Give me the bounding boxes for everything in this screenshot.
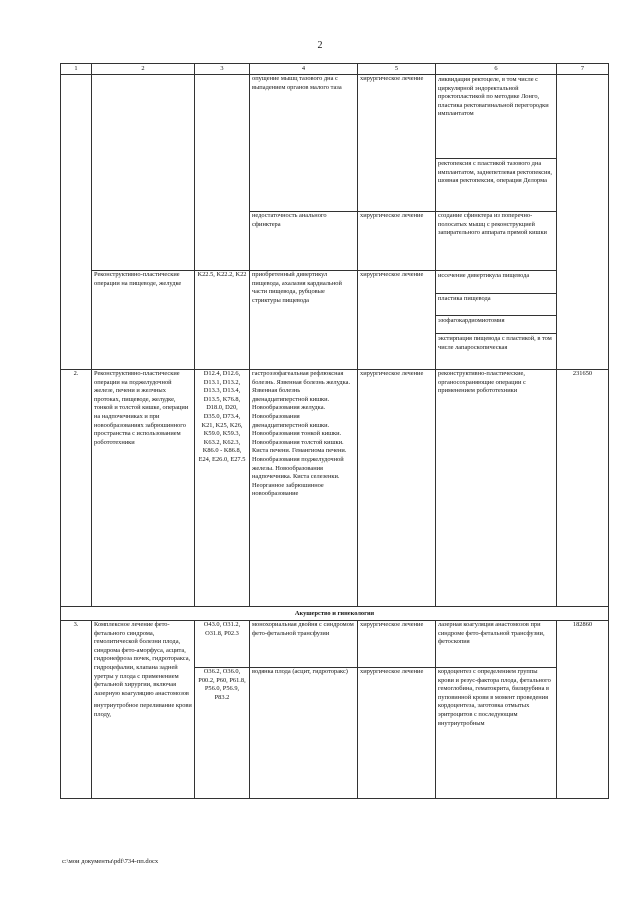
cell-method: создание сфинктера из поперечно-полосатых мышц с реконструкцией запирательного аппарата прямой кишки — [436, 212, 557, 271]
cell-cost: 182860 — [557, 621, 609, 799]
cell-diagnosis: монохориальная двойня с синдромом фето-фетальной трансфузии — [250, 621, 358, 668]
cell-diagnosis: недостаточность анального сфинктера — [250, 212, 358, 271]
col-header: 2 — [92, 64, 195, 75]
cell-method — [436, 75, 557, 212]
name-part: внутриутробное переливание крови плоду, — [94, 702, 192, 718]
col-header: 4 — [250, 64, 358, 75]
col-header: 6 — [436, 64, 557, 75]
col-header: 7 — [557, 64, 609, 75]
cell-num — [61, 75, 92, 370]
cell-treatment: хирургическое лечение — [358, 271, 436, 370]
name-part: Комплексное лечение фето-фетального синдрома, гемолитической болезни плода, синдрома фето-аморфуса, асцита, гидронефроза почек, гидроторакса, гидроцефалии, клапана задней уретры у плода с применением фетальной хирургии, включая лазерную коагуляцию анастомозов — [94, 621, 191, 697]
method-item: пластика пищевода — [436, 294, 556, 316]
method-item: иссечение дивертикула пищевода — [436, 271, 556, 294]
table-row — [61, 271, 609, 370]
table-row — [61, 370, 609, 607]
table-row — [61, 75, 609, 212]
cell-name — [92, 75, 195, 271]
col-header: 1 — [61, 64, 92, 75]
page-number: 2 — [317, 40, 323, 51]
cell-treatment: хирургическое лечение — [358, 75, 436, 212]
section-title: Акушерство и гинекология — [61, 607, 609, 621]
col-header: 3 — [195, 64, 250, 75]
cell-diagnosis: приобретенный дивертикул пищевода, ахалазия кардиальной части пищевода, рубцовые стриктуры пищевода — [250, 271, 358, 370]
cell-num: 2. — [61, 370, 92, 607]
cell-treatment: хирургическое лечение — [358, 370, 436, 607]
cell-treatment: хирургическое лечение — [358, 621, 436, 668]
cell-codes: K22.5, K22.2, K22 — [195, 271, 250, 370]
footer-file-path: c:\мои документы\pdf\734-пп.docx — [62, 858, 159, 865]
section-row — [61, 607, 609, 621]
method-item: экстирпация пищевода с пластикой, в том числе лапароскопическая — [438, 335, 552, 351]
table-header-row — [61, 64, 609, 75]
cell-diagnosis: гастроэзофагеальная рефлюксная болезнь. Язвенная болезнь желудка. Язвенная болезнь двенадцатиперстной кишки. Новообразования желудка. Новообразования двенадцатиперстной кишки. Новообразования тонкой кишки. Новообразования толстой кишки. Киста печени. Гемангиома печени. Новообразования поджелудочной железы. Новообразования надпочечника. Киста селезенки. Неорганное забрюшинное новообразование — [250, 370, 358, 607]
table-row — [61, 621, 609, 668]
method-item: эзофагокардиомиотомия — [436, 316, 556, 334]
cell-codes: O36.2, O36.0, P00.2, P60, P61.8, P56.0, P56.9, P83.2 — [195, 668, 250, 799]
cell-treatment: хирургическое лечение — [358, 668, 436, 799]
method-item: ректопексия с пластикой тазового дна имплантатом, заднепетлевая ректопексия, шовная ректопексия, операция Делорма — [438, 160, 552, 185]
cell-diagnosis: водянка плода (асцит, гидроторакс) — [250, 668, 358, 799]
cell-name — [92, 621, 195, 799]
col-header: 5 — [358, 64, 436, 75]
cell-method: реконструктивно-пластические, органосохраняющие операции с применением робототехники — [436, 370, 557, 607]
cell-num: 3. — [61, 621, 92, 799]
cell-name: Реконструктивно-пластические операции на поджелудочной железе, печени и желчных протоках, пищеводе, желудке, тонкой и толстой кишке, операции на надпочечниках и при новообразованиях забрюшинного пространства с использованием робототехники — [92, 370, 195, 607]
method-item: ликвидация ректоцеле, в том числе с циркулярной эндоректальной проктопластикой по методике Лонго, пластика ректовагинальной перегородки имплантатом — [436, 75, 556, 159]
cell-treatment: хирургическое лечение — [358, 212, 436, 271]
cell-codes: O43.0, O31.2, O31.8, P02.3 — [195, 621, 250, 668]
cell-name: Реконструктивно-пластические операции на пищеводе, желудке — [92, 271, 195, 370]
procedures-table — [60, 63, 609, 799]
cell-method — [436, 271, 557, 370]
cell-codes: D12.4, D12.6, D13.1, D13.2, D13.3, D13.4, D13.5, K76.8, D18.0, D20, D35.0, D73.4, K21, K25, K26, K59.0, K59.3, K63.2, K62.3, K86.0 - K86.8, E24, E26.0, E27.5 — [195, 370, 250, 607]
cell-cost: 231650 — [557, 370, 609, 607]
cell-codes — [195, 75, 250, 271]
cell-cost — [557, 75, 609, 370]
cell-method: лазерная коагуляция анастомозов при синдроме фето-фетальной трансфузии, фетоскопия — [436, 621, 557, 668]
cell-diagnosis: опущение мышц тазового дна с выпадением органов малого таза — [250, 75, 358, 212]
cell-method: кордоцентез с определением группы крови и резус-фактора плода, фетального гемоглобина, гематокрита, билирубина в пуповинной крови в момент проведения кордоцентеза, заготовка отмытых эритроцитов с последующим внутриутробным — [436, 668, 557, 799]
